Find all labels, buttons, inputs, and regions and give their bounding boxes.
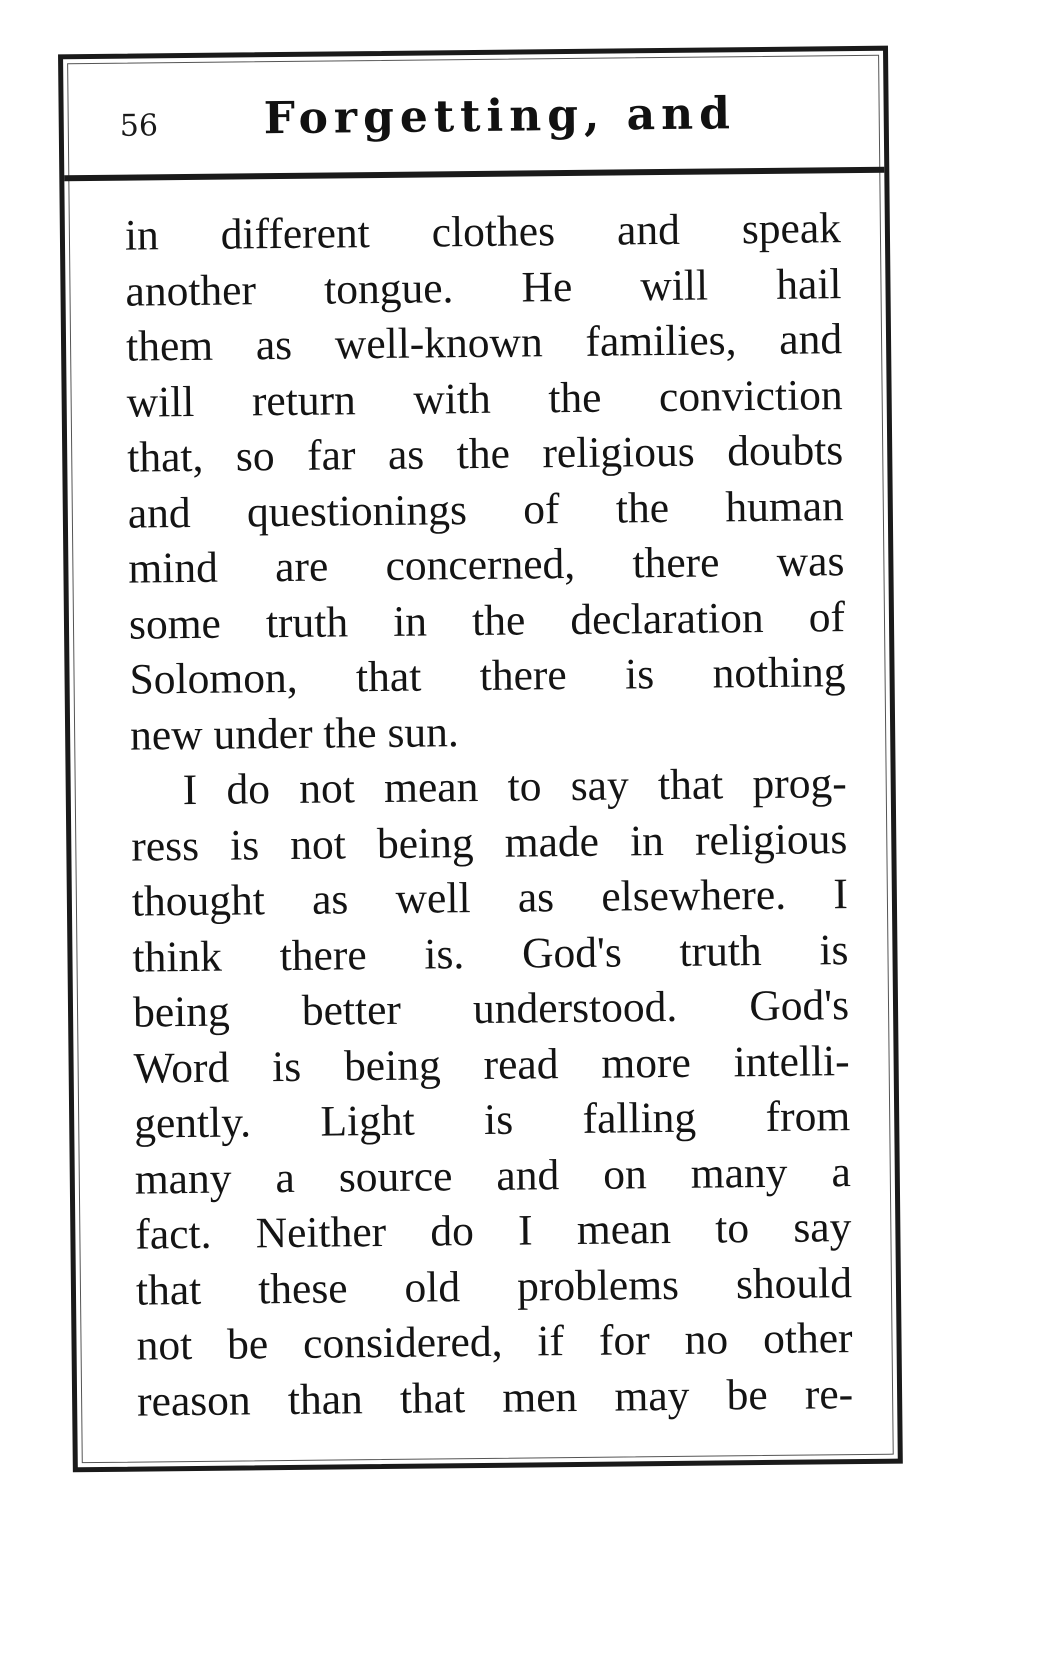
page-header: [63, 51, 884, 182]
text-line: new under the sun.: [129, 707, 459, 760]
paragraph-2: [130, 756, 853, 1429]
text-line: I do not mean to say that prog-: [182, 759, 847, 815]
text-line: that these old problems should: [135, 1258, 853, 1315]
page-border-frame: [58, 46, 903, 1473]
text-line: that, so far as the religious doubts: [126, 426, 844, 482]
text-line: Solomon, that there is nothing: [129, 648, 846, 704]
text-line: gently. Light is falling from: [133, 1092, 851, 1148]
text-line: think there is. God's truth is: [132, 925, 849, 982]
text-line: will return with the conviction: [126, 370, 843, 427]
text-line: being better understood. God's: [132, 981, 850, 1037]
text-line: some truth in the declaration of: [128, 592, 846, 649]
text-line: in different clothes and speak: [124, 204, 842, 260]
text-line: Word is being read more intelli-: [133, 1036, 850, 1093]
text-line: many a source and on many a: [134, 1147, 852, 1204]
text-line: them as well-known families, and: [125, 315, 843, 371]
text-line: not be considered, if for no other: [136, 1314, 853, 1370]
page-number: 56: [119, 108, 159, 144]
text-line: and questionings of the human: [127, 481, 845, 538]
body-text: [125, 201, 854, 1429]
text-line: fact. Neither do I mean to say: [135, 1203, 852, 1259]
text-line: mind are concerned, there was: [128, 537, 845, 593]
paragraph-1: [125, 201, 847, 763]
text-line: reason than that men may be re-: [136, 1369, 854, 1426]
running-title: Forgetting, and: [263, 88, 737, 145]
text-line: thought as well as elsewhere. I: [131, 870, 849, 926]
text-line: another tongue. He will hail: [125, 259, 842, 316]
text-line: ress is not being made in religious: [131, 814, 848, 871]
